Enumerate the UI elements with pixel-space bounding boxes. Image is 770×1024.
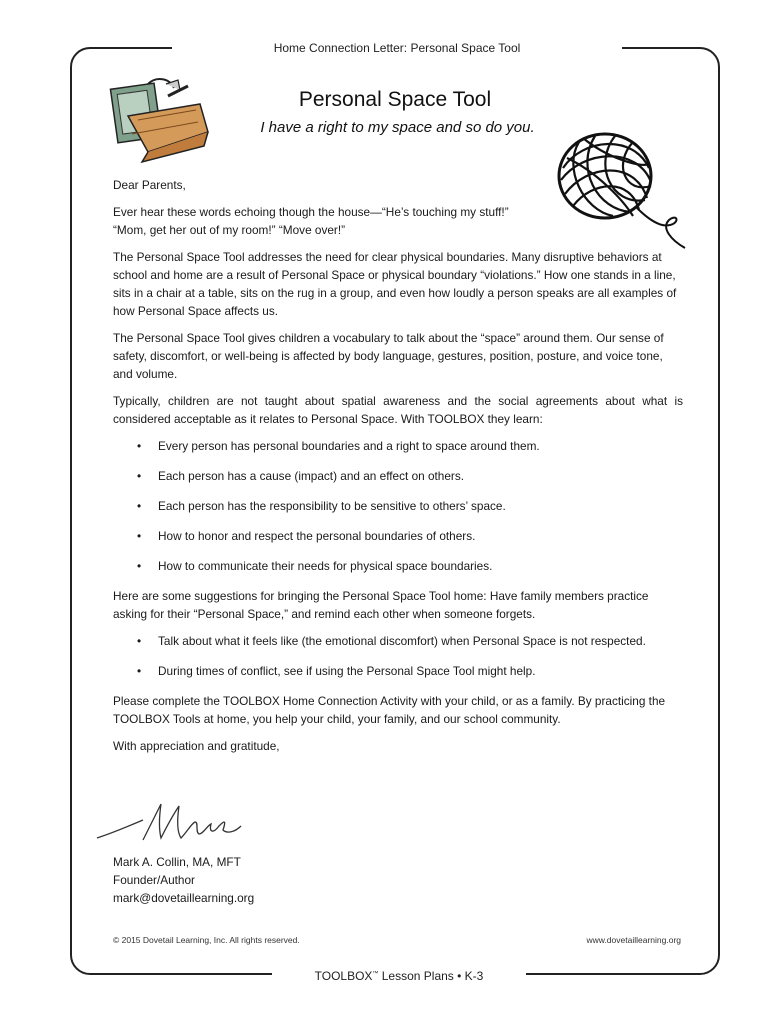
list-item-text: During times of conflict, see if using the Personal Space Tool might help. (158, 664, 536, 678)
paragraph-quotes (113, 203, 533, 239)
list-item-text: How to honor and respect the personal boundaries of others. (158, 529, 476, 543)
list-item-text: Each person has a cause (impact) and an effect on others. (158, 469, 465, 483)
page-subtitle: I have a right to my space and so do you. (260, 119, 535, 136)
toolbox-illustration (108, 76, 212, 166)
letter-body (113, 176, 683, 764)
paragraph-spatial-awareness: Typically, children are not taught about spatial awareness and the social agreements about what is considered acceptable as it relates to Personal Space. With TOOLBOX they learn: (113, 394, 683, 426)
suggestion-list (113, 632, 683, 680)
bullet: • (137, 664, 142, 678)
page-title: Personal Space Tool (298, 88, 492, 111)
author-email[interactable]: mark@dovetaillearning.org (113, 891, 255, 905)
quote-line-1: Ever hear these words echoing though the house—“He’s touching my stuff!” (113, 205, 509, 219)
list-item (113, 632, 683, 650)
list-item (113, 527, 683, 545)
signature-block (113, 853, 254, 907)
paragraph-vocabulary: The Personal Space Tool gives children a vocabulary to talk about the “space” around them. Our sense of safety, discomfort, or well-being is affected by body language, gestures, position, posture, and voice tone, and volume. (113, 331, 664, 381)
list-item-text: Each person has the responsibility to be sensitive to others’ space. (158, 499, 506, 513)
list-item (113, 662, 683, 680)
list-item (113, 557, 683, 575)
paragraph-suggestions: Here are some suggestions for bringing the Personal Space Tool home: Have family members practice asking for their “Personal Space,” and remind each other when someone forgets. (113, 589, 649, 621)
list-item (113, 497, 683, 515)
list-item (113, 437, 683, 455)
closing: With appreciation and gratitude, (113, 739, 280, 753)
paragraph-activity: Please complete the TOOLBOX Home Connection Activity with your child, or as a family. By practicing the TOOLBOX Tools at home, you help your child, your family, and our school community. (113, 694, 666, 726)
list-item-text: Talk about what it feels like (the emotional discomfort) when Personal Space is not respected. (158, 634, 646, 648)
greeting: Dear Parents, (113, 178, 186, 192)
bullet: • (137, 634, 142, 648)
handwritten-signature (95, 796, 245, 846)
trademark: ™ (372, 971, 379, 977)
list-item-text: Every person has personal boundaries and a right to space around them. (158, 439, 540, 453)
paragraph-boundaries: The Personal Space Tool addresses the need for clear physical boundaries. Many disruptive behaviors at school and home are a result of Personal Space or physical boundary “violations.” How one stands in a line, sits in a chair at a table, sits on the rug in a group, and even how loudly a person speaks are all examples of how Personal Space affects us. (113, 250, 677, 318)
series-suffix: Lesson Plans • K-3 (378, 969, 484, 983)
bullet: • (137, 469, 142, 483)
learning-list (113, 437, 683, 575)
bullet: • (137, 499, 142, 513)
quote-line-2: “Mom, get her out of my room!” “Move over!” (113, 223, 346, 237)
header-title: Home Connection Letter: Personal Space Tool (273, 41, 521, 55)
bullet: • (137, 439, 142, 453)
website-link[interactable]: www.dovetaillearning.org (586, 935, 681, 945)
footer-series (272, 969, 526, 983)
bullet: • (137, 529, 142, 543)
author-name: Mark A. Collin, MA, MFT (113, 855, 241, 869)
list-item-text: How to communicate their needs for physical space boundaries. (158, 559, 493, 573)
bullet: • (137, 559, 142, 573)
list-item (113, 467, 683, 485)
copyright-notice: © 2015 Dovetail Learning, Inc. All rights reserved. (113, 935, 300, 945)
author-role: Founder/Author (113, 873, 195, 887)
series-name: TOOLBOX (314, 969, 373, 983)
